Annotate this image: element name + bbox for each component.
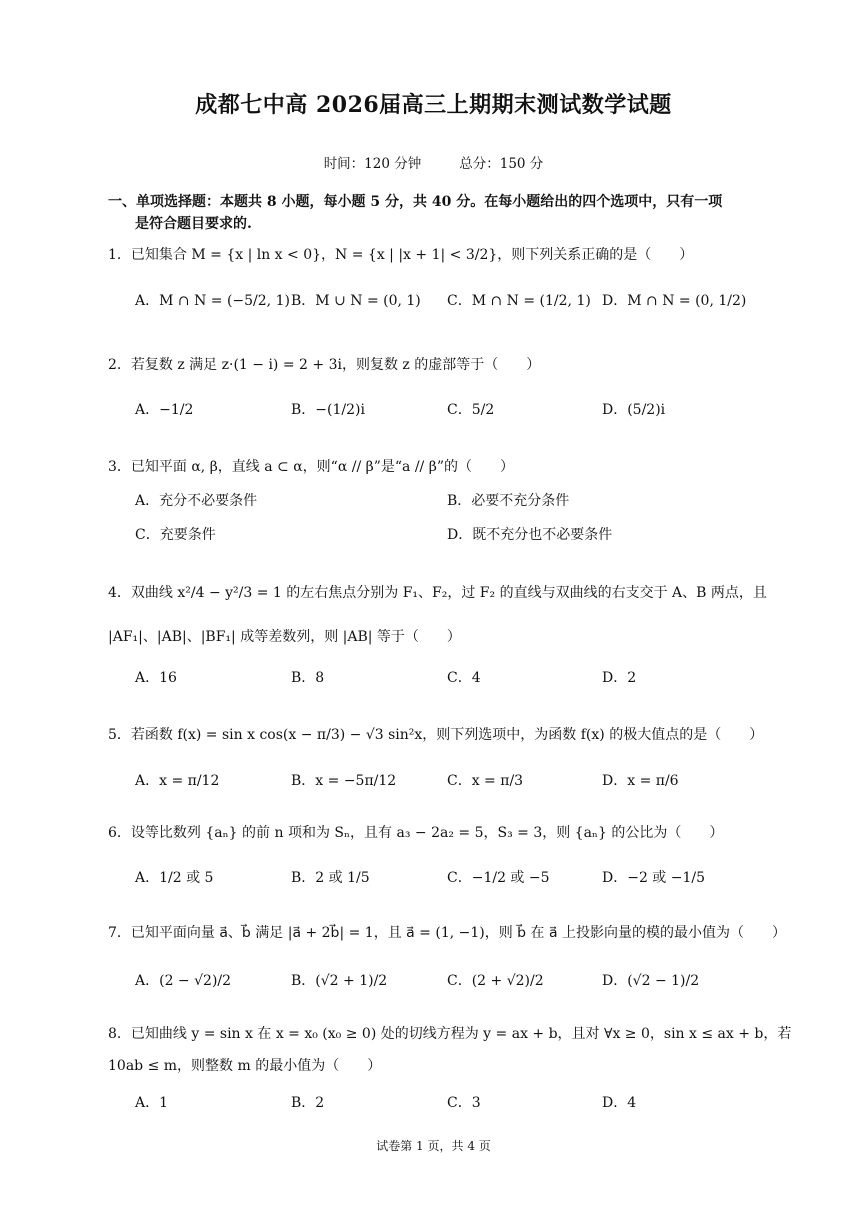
- question-3-stem: 3．已知平面 α, β，直线 a ⊂ α，则“α // β”是“a // β”的（ ）: [108, 459, 514, 475]
- section-line-2: 是符合题目要求的.: [135, 216, 252, 232]
- question-1-option-d: D．M ∩ N = (0, 1/2): [602, 293, 747, 309]
- question-6-option-b: B．2 或 1/5: [291, 870, 370, 886]
- question-8-stem-continued: 10ab ≤ m，则整数 m 的最小值为（ ）: [108, 1058, 382, 1074]
- question-5-option-b: B．x = −5π/12: [291, 773, 397, 789]
- section-heading: [108, 191, 768, 235]
- question-3-option-b: B．必要不充分条件: [447, 493, 570, 509]
- question-5-option-a: A．x = π/12: [135, 773, 220, 789]
- question-8-option-a: A．1: [135, 1095, 169, 1111]
- question-2-option-b: B．−(1/2)i: [291, 402, 365, 418]
- question-4-stem: 4．双曲线 x²/4 − y²/3 = 1 的左右焦点分别为 F₁、F₂，过 F₂ 的直线与双曲线的右支交于 A、B 两点，且: [108, 585, 767, 601]
- exam-meta: [0, 152, 867, 172]
- question-8-option-d: D．4: [602, 1095, 637, 1111]
- question-1-option-a: A．M ∩ N = (−5/2, 1): [135, 293, 290, 309]
- question-6-option-c: C．−1/2 或 −5: [447, 870, 550, 886]
- question-7-option-d: D．(√2 − 1)/2: [602, 973, 700, 989]
- question-8-option-b: B．2: [291, 1095, 325, 1111]
- question-8-stem: 8．已知曲线 y = sin x 在 x = x₀ (x₀ ≥ 0) 处的切线方程为 y = ax + b，且对 ∀x ≥ 0，sin x ≤ ax + b，若: [108, 1026, 792, 1042]
- question-7-option-b: B．(√2 + 1)/2: [291, 973, 388, 989]
- question-4-option-d: D．2: [602, 670, 637, 686]
- exam-total: 总分：150 分: [459, 156, 544, 172]
- question-7-option-c: C．(2 + √2)/2: [447, 973, 544, 989]
- question-8-option-c: C．3: [447, 1095, 481, 1111]
- page-footer: 试卷第 1 页，共 4 页: [376, 1139, 491, 1153]
- question-4-option-c: C．4: [447, 670, 481, 686]
- question-3-option-d: D．既不充分也不必要条件: [447, 527, 613, 543]
- question-7-stem: 7．已知平面向量 a⃗、b⃗ 满足 |a⃗ + 2b⃗| = 1，且 a⃗ = (1, −1)，则 b⃗ 在 a⃗ 上投影向量的模的最小值为（ ）: [108, 925, 786, 941]
- question-2-option-c: C．5/2: [447, 402, 495, 418]
- question-1-stem: 1．已知集合 M = {x | ln x < 0}，N = {x | |x + 1| < 3/2}，则下列关系正确的是（ ）: [108, 247, 694, 263]
- question-7-option-a: A．(2 − √2)/2: [135, 973, 232, 989]
- question-5-stem: 5．若函数 f(x) = sin x cos(x − π/3) − √3 sin²x，则下列选项中，为函数 f(x) 的极大值点的是（ ）: [108, 727, 764, 743]
- question-2-option-a: A．−1/2: [135, 402, 194, 418]
- question-3-option-a: A．充分不必要条件: [135, 493, 258, 509]
- question-2-stem: 2．若复数 z 满足 z·(1 − i) = 2 + 3i，则复数 z 的虚部等于（ ）: [108, 357, 541, 373]
- question-2-option-d: D．(5/2)i: [602, 402, 666, 418]
- question-3-option-c: C．充要条件: [135, 527, 216, 543]
- section-line-1: 一、单项选择题：本题共 8 小题，每小题 5 分，共 40 分。在每小题给出的四个选项中，只有一项: [108, 194, 723, 210]
- question-6-option-d: D．−2 或 −1/5: [602, 870, 706, 886]
- question-4-stem-continued: |AF₁|、|AB|、|BF₁| 成等差数列，则 |AB| 等于（ ）: [108, 629, 461, 645]
- page-title: 成都七中高 2026届高三上期期末测试数学试题: [195, 92, 672, 118]
- question-1-option-c: C．M ∩ N = (1/2, 1): [447, 293, 591, 309]
- question-6-stem: 6．设等比数列 {aₙ} 的前 n 项和为 Sₙ，且有 a₃ − 2a₂ = 5，S₃ = 3，则 {aₙ} 的公比为（ ）: [108, 825, 724, 841]
- exam-time: 时间：120 分钟: [323, 156, 422, 172]
- question-6-option-a: A．1/2 或 5: [135, 870, 214, 886]
- question-1-option-b: B．M ∪ N = (0, 1): [291, 293, 421, 309]
- question-4-option-b: B．8: [291, 670, 325, 686]
- question-5-option-c: C．x = π/3: [447, 773, 524, 789]
- question-5-option-d: D．x = π/6: [602, 773, 679, 789]
- question-4-option-a: A．16: [135, 670, 177, 686]
